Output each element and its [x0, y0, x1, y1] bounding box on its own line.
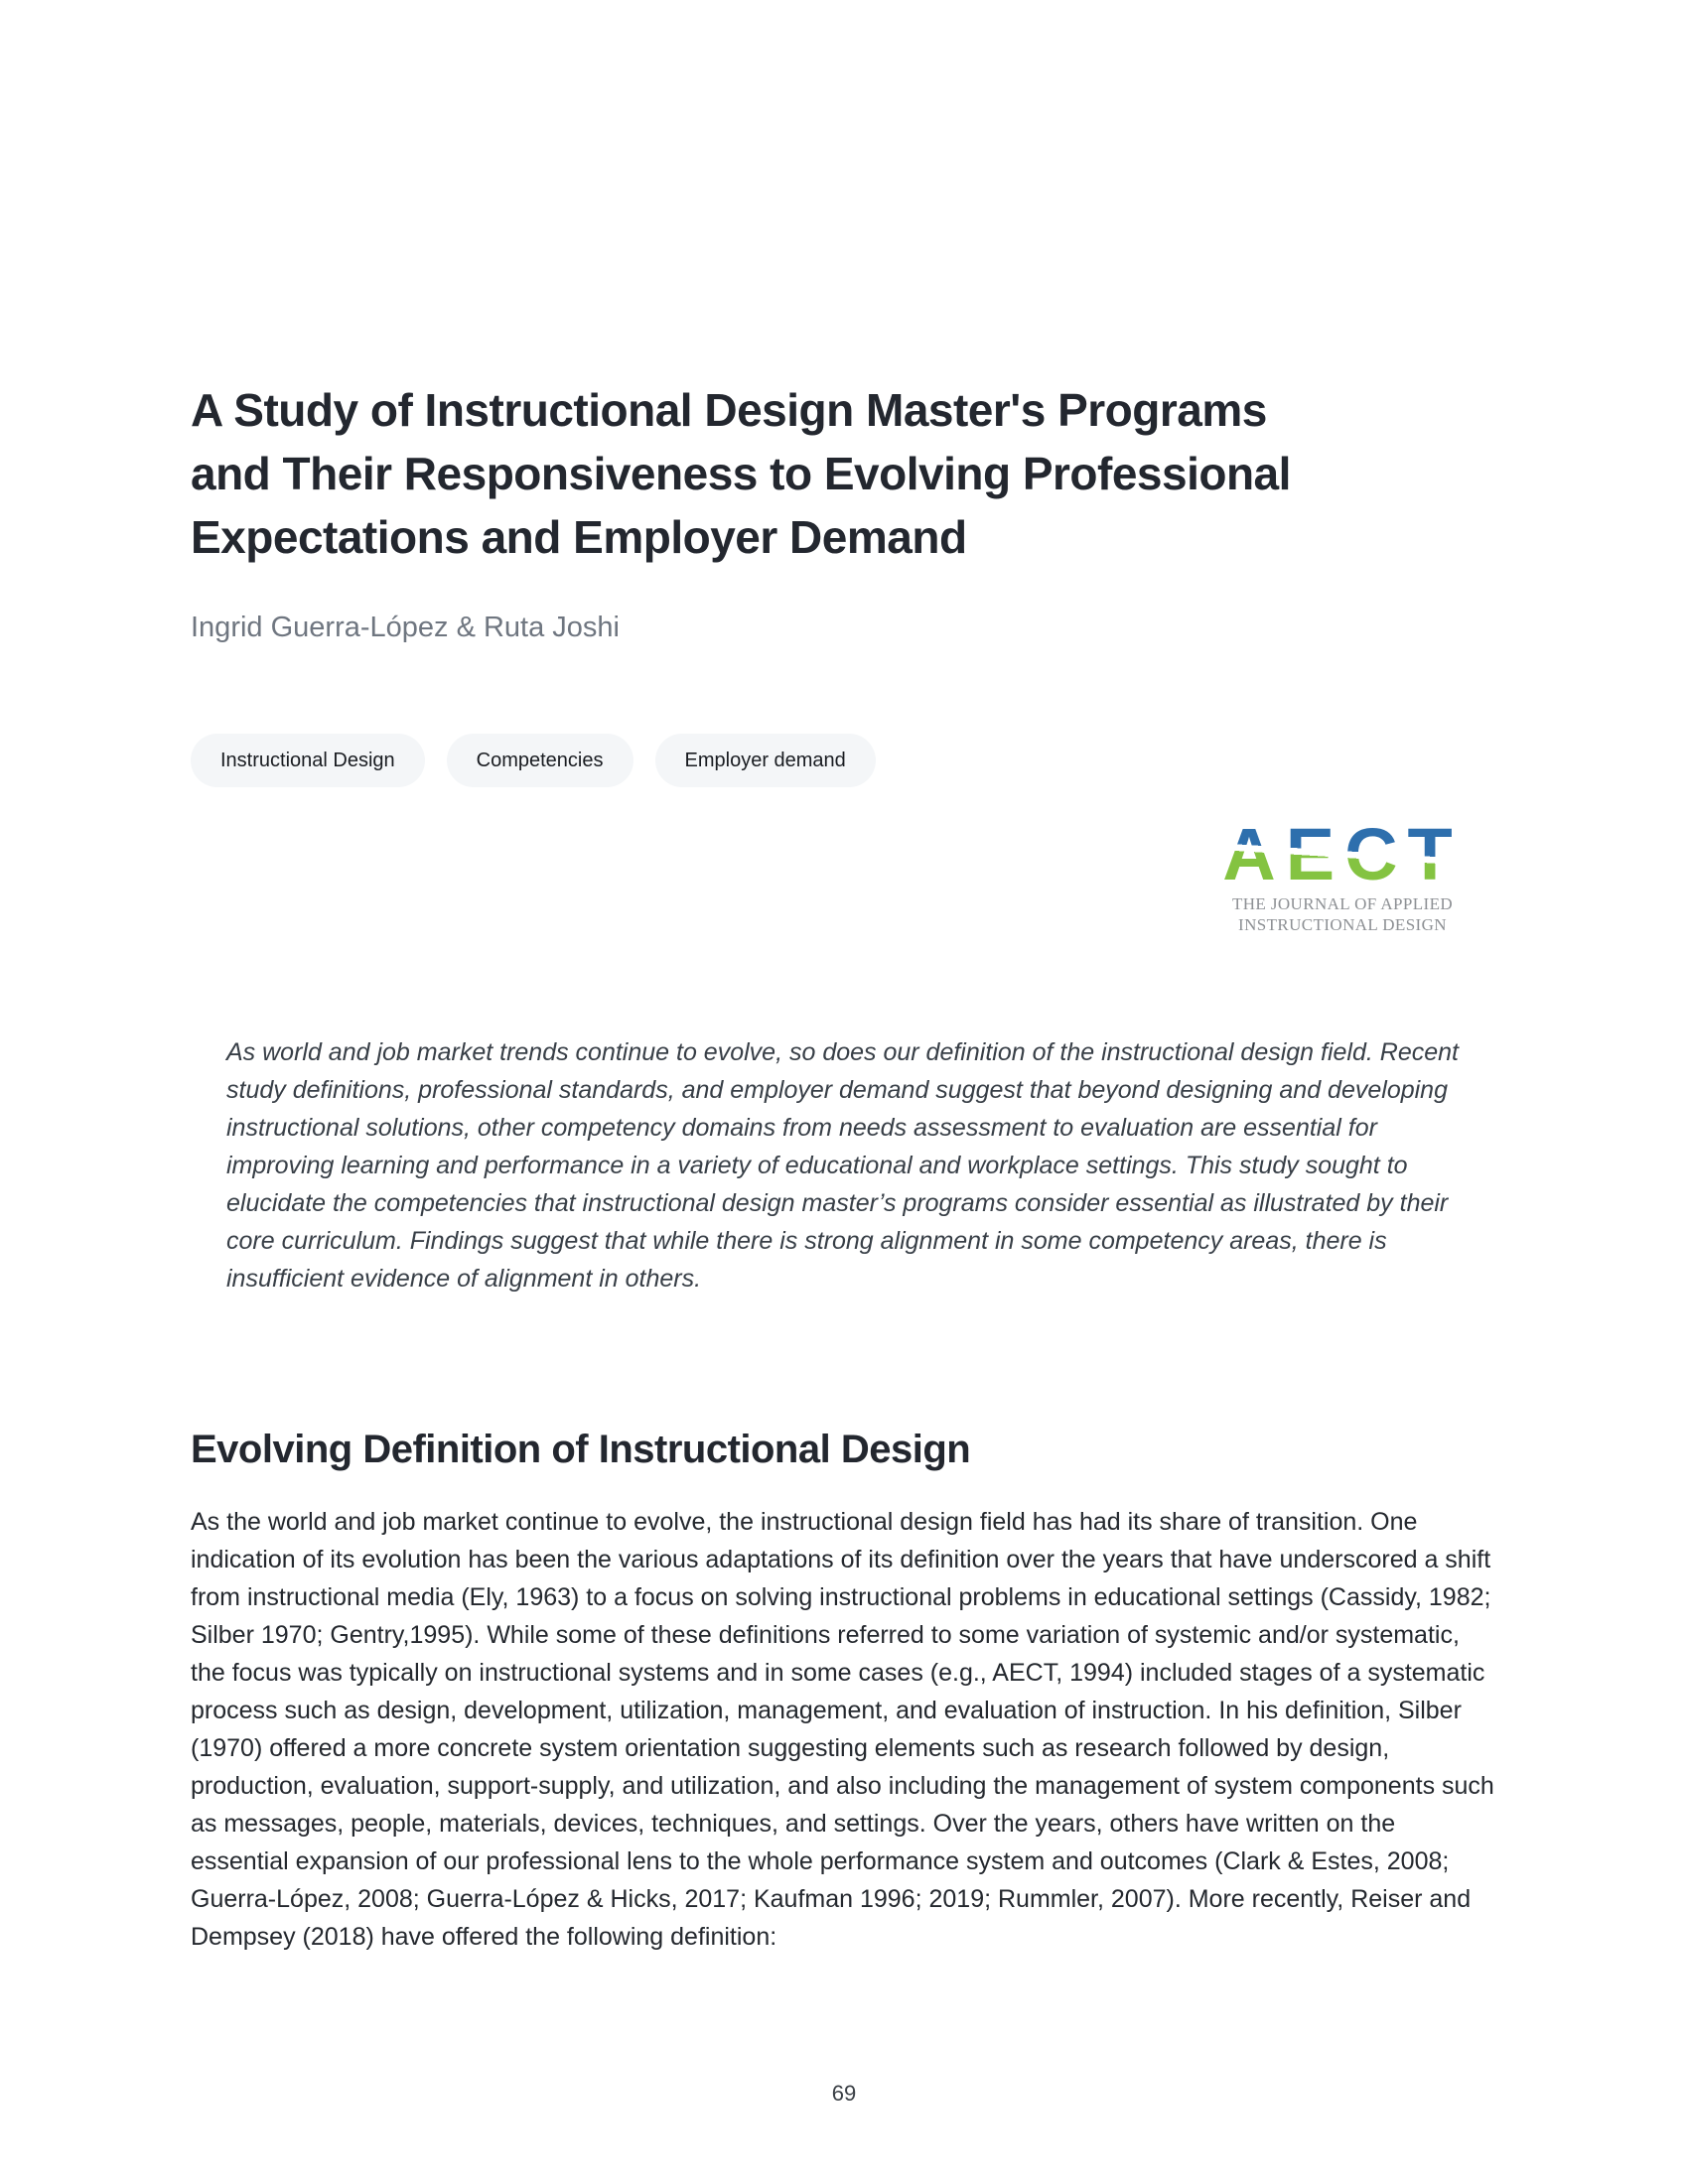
keyword-list — [191, 734, 876, 787]
section-paragraph: As the world and job market continue to evolve, the instructional design field has had its share of transition. One indication of its evolution has been the various adaptations of its definition over the years that have underscored a shift from instructional media (Ely, 1963) to a focus on solving instructional problems in educational settings (Cassidy, 1982; Silber 1970; Gentry,1995). While some of these definitions referred to some variation of systemic and/or systematic, the focus was typically on instructional systems and in some cases (e.g., AECT, 1994) included stages of a systematic process such as design, development, utilization, management, and evaluation of instruction. In his definition, Silber (1970) offered a more concrete system orientation suggesting elements such as research followed by design, production, evaluation, support-supply, and utilization, and also including the management of system components such as messages, people, materials, devices, techniques, and settings. Over the years, others have written on the essential expansion of our professional lens to the whole performance system and outcomes (Clark & Estes, 2008; Guerra-López, 2008; Guerra-López & Hicks, 2017; Kaufman 1996; 2019; Rummler, 2007). More recently, Reiser and Dempsey (2018) have offered the following definition: — [191, 1508, 1494, 1951]
article-title-line-2: and Their Responsiveness to Evolving Professional — [191, 448, 1291, 499]
article-title-line-1: A Study of Instructional Design Master's Programs — [191, 384, 1267, 436]
abstract-text: As world and job market trends continue to evolve, so does our definition of the instructional design field. Recent study definitions, professional standards, and employer demand suggest that beyond designing and developing instructional solutions, other competency domains from needs assessment to evaluation are essential for improving learning and performance in a variety of educational and workplace settings. This study sought to elucidate the competencies that instructional design master’s programs consider essential as illustrated by their core curriculum. Findings suggest that while there is strong alignment in some competency areas, there is insufficient evidence of alignment in others. — [226, 1038, 1459, 1293]
keyword-chip-instructional-design[interactable]: Instructional Design — [191, 734, 425, 787]
journal-logo — [1215, 824, 1470, 935]
journal-name-line-2: INSTRUCTIONAL DESIGN — [1238, 915, 1447, 934]
journal-name-line-1: THE JOURNAL OF APPLIED — [1231, 894, 1454, 913]
keyword-chip-competencies[interactable]: Competencies — [447, 734, 633, 787]
section-heading: Evolving Definition of Instructional Design — [191, 1428, 971, 1471]
aect-logo-text: AECT — [1222, 824, 1463, 887]
article-authors: Ingrid Guerra-López & Ruta Joshi — [191, 612, 620, 643]
keyword-chip-employer-demand[interactable]: Employer demand — [655, 734, 876, 787]
article-title-line-3: Expectations and Employer Demand — [191, 511, 967, 563]
page-number: 69 — [831, 2081, 857, 2106]
article-title — [191, 378, 1291, 569]
aect-logo-icon — [1215, 824, 1470, 887]
